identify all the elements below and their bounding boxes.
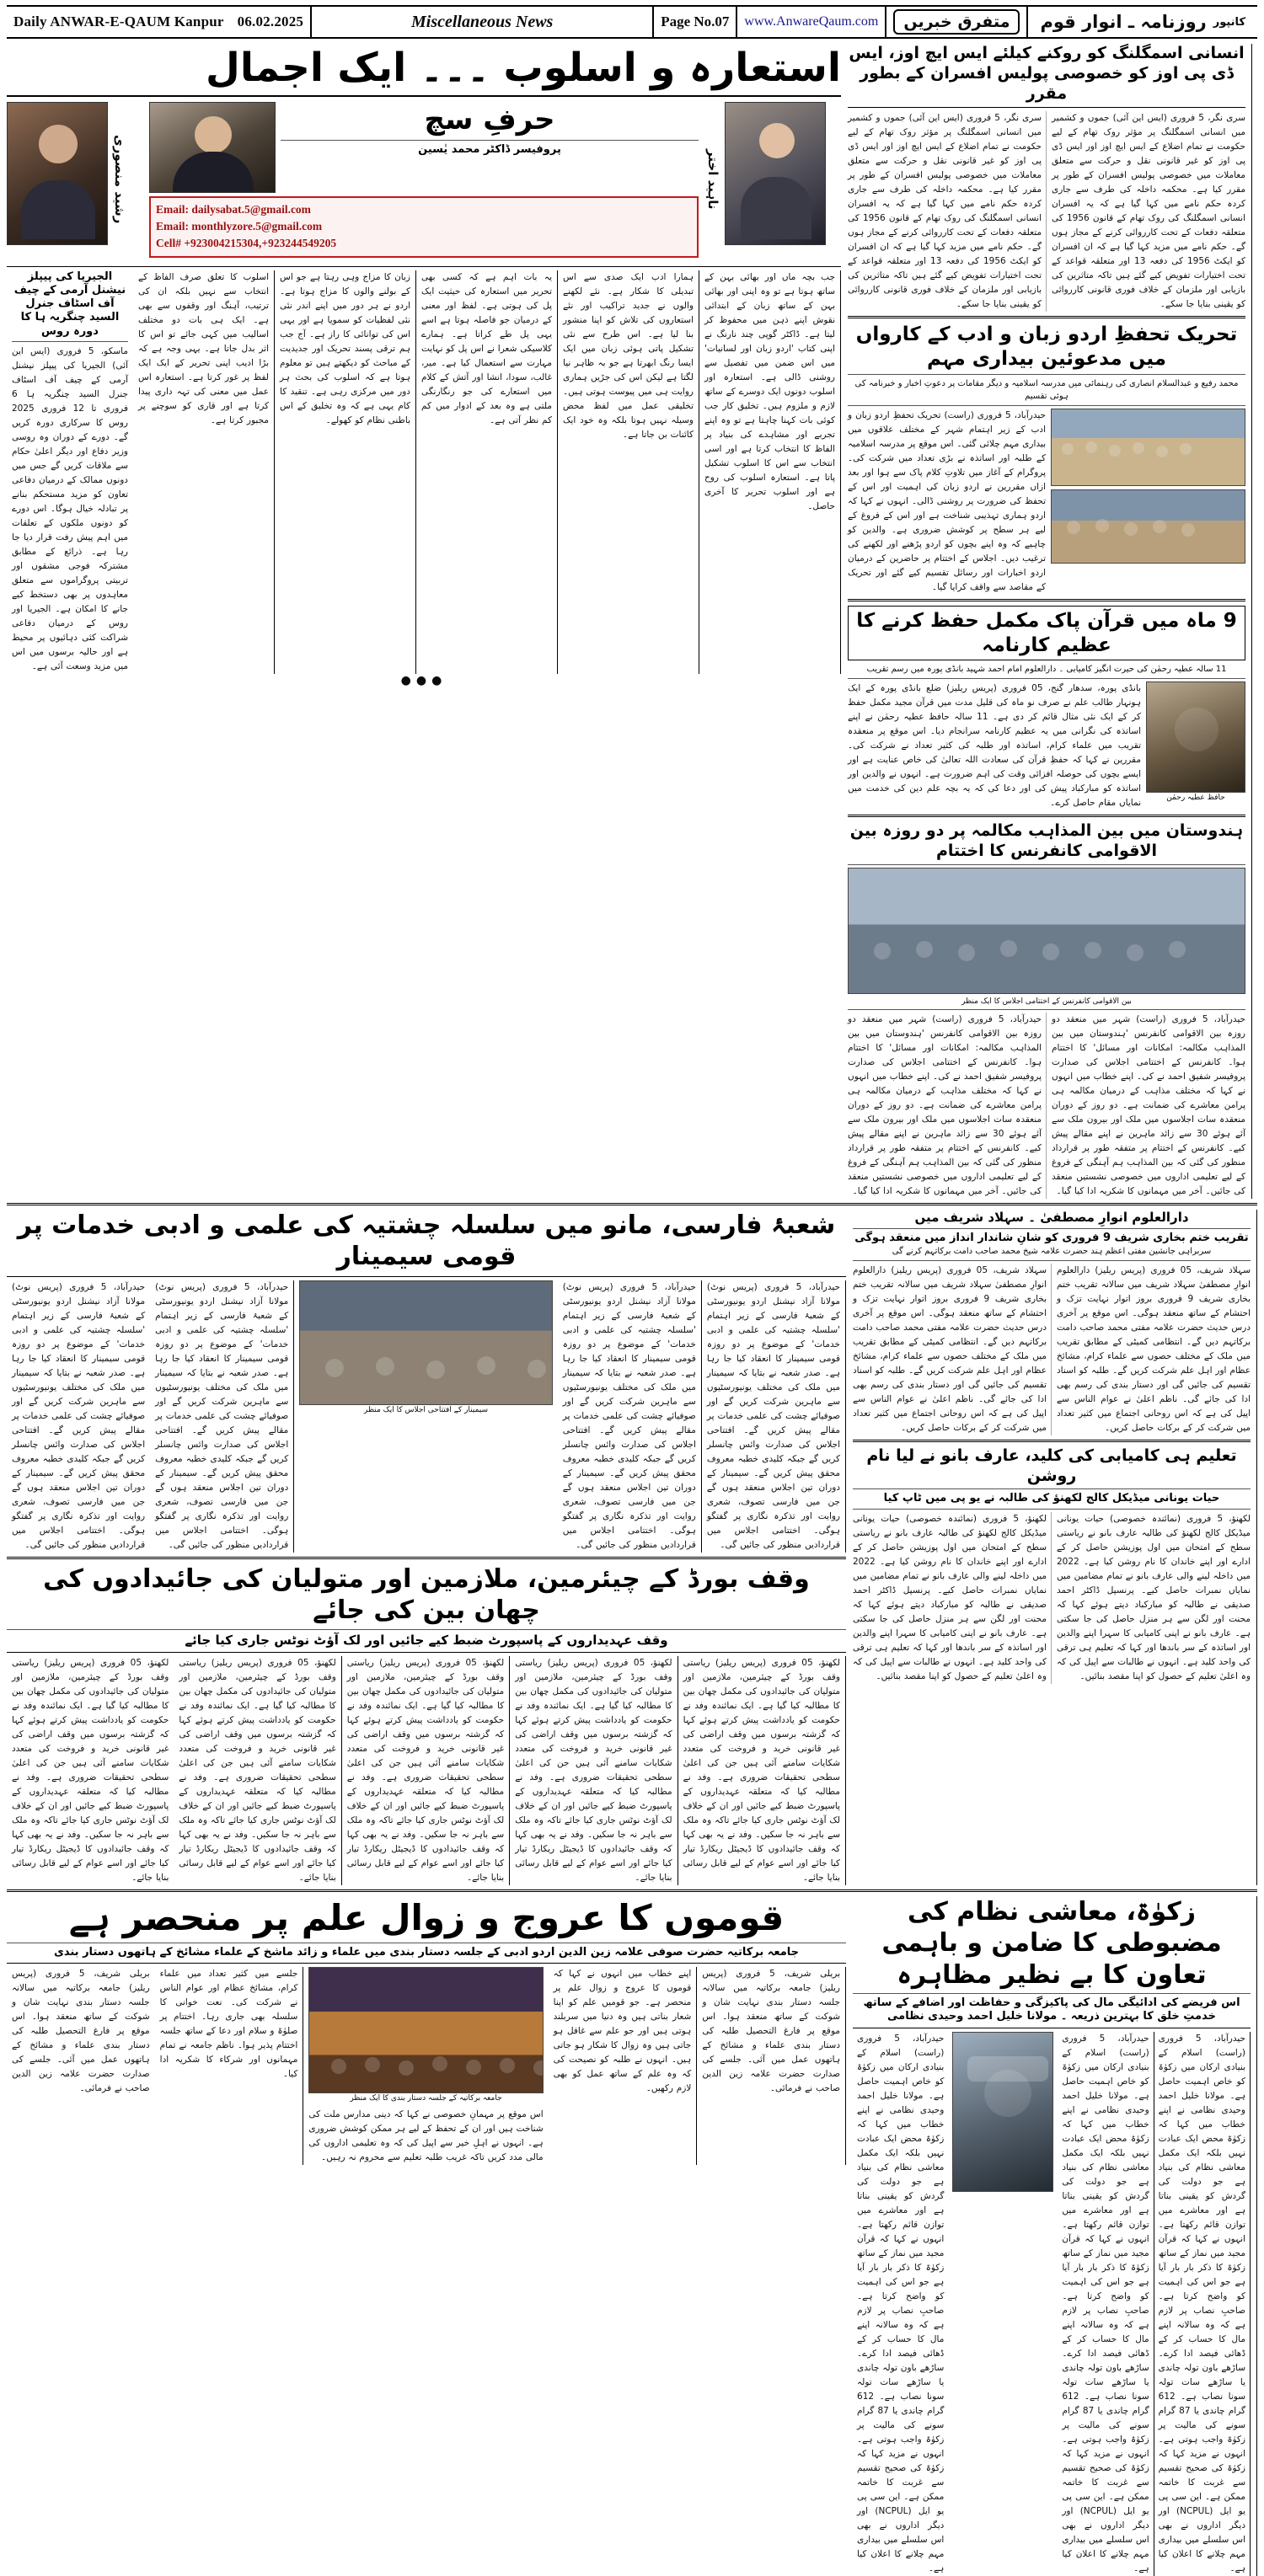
story-nations-rise-fall bbox=[7, 1896, 846, 2576]
feature-title-bar bbox=[7, 44, 841, 97]
waqf-body-column: لکھنؤ، 05 فروری (پریس ریلیز) ریاستی وقف بورڈ کے چیئرمین، ملازمین اور متولیان کی جائیدادوں کی مکمل چھان بین کا مطالبہ کیا گیا ہے۔ ایک نمائندہ وفد نے حکومت کو یادداشت پیش کرتے ہوئے کہا کہ گزشتہ برسوں میں وقف اراضی کی غیر قانونی خرید و فروخت کی متعدد شکایات سامنے آئی ہیں جن کی اعلیٰ سطحی تحقیقات ضروری ہے۔ وفد نے مطالبہ کیا کہ متعلقہ عہدیداروں کے پاسپورٹ ضبط کیے جائیں اور ان کے خلاف لک آؤٹ نوٹس جاری کیا جائے تاکہ وہ ملک سے باہر نہ جا سکیں۔ وفد نے یہ بھی کہا کہ وقف جائیدادوں کا ڈیجیٹل ریکارڈ تیار کیا جائے اور اسے عوام کے لیے قابل رسائی بنایا جائے۔ bbox=[510, 1656, 678, 1885]
divider bbox=[7, 1557, 846, 1559]
feature-column: اسلوب کا تعلق صرف الفاظ کے انتخاب سے نہیں بلکہ ان کی ترتیب، آہنگ اور وقفوں سے بھی ہے۔ ایک ہی بات دو مختلف اسالیب میں کہی جائے تو اس کا اثر بدل جاتا ہے۔ یہی وجہ ہے کہ بڑا ادیب اپنی تحریر کے ایک ایک لفظ پر غور کرتا ہے۔ استعارہ اس عمل میں معنی کی تہہ داری پیدا کرتا ہے اور قاری کو سوچنے پر مجبور کرتا ہے۔ bbox=[133, 270, 275, 674]
feature-column: یہ بات اہم ہے کہ کسی بھی تحریر میں استعارہ کی حیثیت ایک پل کی ہوتی ہے۔ لفظ اور معنی کے درمیان جو فاصلہ ہوتا ہے اسے یہی پل طے کراتا ہے۔ ہمارے کلاسیکی شعرا نے اس پل کو نہایت مہارت سے استعمال کیا ہے۔ میر، غالب، سودا، انشا اور آتش کے کلام میں استعارے کی جو رنگارنگی ملتی ہے وہ بعد کے ادوار میں کم کم نظر آتی ہے۔ bbox=[416, 270, 558, 674]
divider bbox=[7, 266, 841, 267]
waqf-body-column: لکھنؤ، 05 فروری (پریس ریلیز) ریاستی وقف بورڈ کے چیئرمین، ملازمین اور متولیان کی جائیدادوں کی مکمل چھان بین کا مطالبہ کیا گیا ہے۔ ایک نمائندہ وفد نے حکومت کو یادداشت پیش کرتے ہوئے کہا کہ گزشتہ برسوں میں وقف اراضی کی غیر قانونی خرید و فروخت کی متعدد شکایات سامنے آئی ہیں جن کی اعلیٰ سطحی تحقیقات ضروری ہے۔ وفد نے مطالبہ کیا کہ متعلقہ عہدیداروں کے پاسپورٹ ضبط کیے جائیں اور ان کے خلاف لک آؤٹ نوٹس جاری کیا جائے تاکہ وہ ملک سے باہر نہ جا سکیں۔ وفد نے یہ بھی کہا کہ وقف جائیدادوں کا ڈیجیٹل ریکارڈ تیار کیا جائے اور اسے عوام کے لیے قابل رسائی بنایا جائے۔ bbox=[342, 1656, 510, 1885]
story-headline: الجیریا کی پیپلز نیشنل آرمی کے چیف آف اسٹاف جنرل السید چنگریہ ہا کا دورہ روس bbox=[13, 270, 126, 338]
story-headline: ہندوستان میں بین المذاہب مکالمہ پر دو روزہ بین الاقوامی کانفرنس کا اختتام bbox=[849, 821, 1244, 860]
divider bbox=[848, 107, 1245, 108]
masthead bbox=[7, 5, 1257, 39]
waqf-body-column: لکھنؤ، 05 فروری (پریس ریلیز) ریاستی وقف بورڈ کے چیئرمین، ملازمین اور متولیان کی جائیدادوں کی مکمل چھان بین کا مطالبہ کیا گیا ہے۔ ایک نمائندہ وفد نے حکومت کو یادداشت پیش کرتے ہوئے کہا کہ گزشتہ برسوں میں وقف اراضی کی غیر قانونی خرید و فروخت کی متعدد شکایات سامنے آئی ہیں جن کی اعلیٰ سطحی تحقیقات ضروری ہے۔ وفد نے مطالبہ کیا کہ متعلقہ عہدیداروں کے پاسپورٹ ضبط کیے جائیں اور ان کے خلاف لک آؤٹ نوٹس جاری کیا جائے تاکہ وہ ملک سے باہر نہ جا سکیں۔ وفد نے یہ بھی کہا کہ وقف جائیدادوں کا ڈیجیٹل ریکارڈ تیار کیا جائے اور اسے عوام کے لیے قابل رسائی بنایا جائے۔ bbox=[678, 1656, 846, 1885]
divider bbox=[853, 1509, 1251, 1510]
divider bbox=[848, 374, 1245, 375]
story-photo bbox=[1051, 409, 1245, 486]
story-body: سری نگر، 5 فروری (ایس این آئی) جموں و کشمیر میں انسانی اسمگلنگ پر مؤثر روک تھام کے لیے حکومت نے تمام اضلاع کے ایس ایچ اوز اور ایس ڈی پی اوز کو غیر قانونی نقل و حرکت سے متعلق معاملات میں خصوصی پولیس افسران کے طور پر مقرر کیا ہے۔ محکمہ داخلہ کی طرف سے جاری کردہ حکم نامے میں کہا گیا ہے کہ یہ افسران انسانی اسمگلنگ کی روک تھام کے قانون 1956 کی متعلقہ دفعات کے تحت کارروائی کرنے کے مجاز ہوں گے۔ حکم نامے میں مزید کہا گیا ہے کہ ان افسران کو ایکٹ 1956 کی دفعہ 13 اور متعلقہ قواعد کے تحت اختیارات تفویض کیے گئے ہیں تاکہ متاثرین کی بازیابی اور ملزمان کے خلاف فوری قانونی کارروائی کو یقینی بنایا جا سکے۔ bbox=[848, 111, 1047, 312]
masthead-urdu-logo bbox=[1026, 7, 1257, 37]
masthead-urdu-city: کانپور bbox=[1213, 15, 1245, 29]
story-body: حیدرآباد، 5 فروری (راست) شہر میں منعقد دو روزہ بین الاقوامی کانفرنس 'ہندوستان میں بین المذاہب مکالمہ: امکانات اور مسائل' کا اختتام ہوا۔ کانفرنس کے اختتامی اجلاس کی صدارت پروفیسر شفیق احمد نے کی۔ اپنے خطاب میں انہوں نے کہا کہ مختلف مذاہب کے درمیان مکالمہ ہی پرامن معاشرے کی ضمانت ہے۔ دو روز کے دوران منعقدہ سات اجلاسوں میں ملک اور بیرون ملک سے آئے ہوئے 30 سے زائد ماہرین نے اپنے مقالے پیش کیے۔ کانفرنس کے اختتام پر متفقہ طور پر قرارداد منظور کی گئی کہ بین المذاہب ہم آہنگی کے فروغ کے لیے تعلیمی اداروں میں خصوصی نشستیں منعقد کی جائیں۔ آخر میں مہمانوں کا شکریہ ادا کیا گیا۔ bbox=[848, 1013, 1047, 1199]
waqf-headline: وقف بورڈ کے چیئرمین، ملازمین اور متولیان کی جائیدادوں کی چھان بین کی جائے bbox=[43, 1563, 810, 1626]
divider bbox=[853, 1440, 1251, 1442]
end-marks: ●●● bbox=[400, 673, 447, 687]
story-headline: انسانی اسمگلنگ کو روکنے کیلئے ایس ایچ اوز، ایس ڈی پی اوز کو خصوصی پولیس افسران کے بطور مقرر bbox=[849, 44, 1245, 103]
waqf-body-column: لکھنؤ، 05 فروری (پریس ریلیز) ریاستی وقف بورڈ کے چیئرمین، ملازمین اور متولیان کی جائیدادوں کی مکمل چھان بین کا مطالبہ کیا گیا ہے۔ ایک نمائندہ وفد نے حکومت کو یادداشت پیش کرتے ہوئے کہا کہ گزشتہ برسوں میں وقف اراضی کی غیر قانونی خرید و فروخت کی متعدد شکایات سامنے آئی ہیں جن کی اعلیٰ سطحی تحقیقات ضروری ہے۔ وفد نے مطالبہ کیا کہ متعلقہ عہدیداروں کے پاسپورٹ ضبط کیے جائیں اور ان کے خلاف لک آؤٹ نوٹس جاری کیا جائے تاکہ وہ ملک سے باہر نہ جا سکیں۔ وفد نے یہ بھی کہا کہ وقف جائیدادوں کا ڈیجیٹل ریکارڈ تیار کیا جائے اور اسے عوام کے لیے قابل رسائی بنایا جائے۔ bbox=[174, 1656, 341, 1885]
story-subhead: تقریب ختم بخاری شریف 9 فروری کو شانِ شاندار انداز میں منعقد ہوگی bbox=[854, 1231, 1249, 1244]
photo-caption: سیمینار کے افتتاحی اجلاس کا ایک منظر bbox=[363, 1405, 489, 1414]
right-news-column bbox=[848, 44, 1252, 1199]
middle-right-column bbox=[853, 1210, 1257, 1885]
contact-box bbox=[149, 196, 699, 258]
feature-column: زبان کا مزاج وہی رہتا ہے جو اس کے بولنے والوں کا مزاج ہوتا ہے۔ اردو نے ہر دور میں اپنے اندر نئی نئی لفظیات کو سمویا ہے اور یہی اس کی توانائی کا راز ہے۔ آج جب ہم ترقی پسند تحریک اور جدیدیت کے مباحث کو دیکھتے ہیں تو معلوم ہوتا ہے کہ اسلوب کی بحث ہر دور میں مرکزی رہی ہے۔ تنقید کا کام یہی ہے کہ وہ تخلیق کے اس باطنی نظام کو کھولے۔ bbox=[275, 270, 416, 674]
story-headline: تحریک تحفظِ اردو زبان و ادب کے کارواں میں مدعوئین بیداری مہم bbox=[855, 323, 1238, 370]
photo-caption: جامعہ برکاتیہ کے جلسہ دستار بندی کا ایک منظر bbox=[350, 2094, 502, 2103]
story-body: سہلاد شریف، 05 فروری (پریس ریلیز) دارالعلوم انوارِ مصطفیٰ سہلاد شریف میں سالانہ تقریب ختم بخاری شریف 9 فروری بروز اتوار نہایت تزک و احتشام کے ساتھ منعقد ہوگی۔ اس موقع پر آخری درس حدیث حضرت علامہ مفتی محمد صاحب دامت برکاتہم دیں گے۔ انتظامی کمیٹی کے مطابق تقریب میں ملک کے مختلف حصوں سے علماء کرام، مشائخ عظام اور اہل علم شرکت کریں گے۔ طلبہ کو اسناد تقسیم کی جائیں گی اور دستار بندی کی رسم بھی ادا کی جائے گی۔ ناظم اعلیٰ نے عوام الناس سے اپیل کی ہے کہ اس روحانی اجتماع میں کثیر تعداد میں شرکت کر کے برکات حاصل کریں۔ bbox=[853, 1264, 1052, 1435]
masthead-urdu-name: روزنامہ ـ انوار قوم bbox=[1040, 12, 1207, 32]
bottom-section bbox=[7, 1896, 1257, 2576]
story-darul-uloom bbox=[853, 1210, 1251, 1435]
masthead-page-number: Page No.07 bbox=[661, 13, 730, 29]
author-name-left: رشید منصوری bbox=[112, 135, 127, 224]
education-body: لکھنؤ، 5 فروری (نمائندہ خصوصی) حیات یونانی میڈیکل کالج لکھنؤ کی طالبہ عارف بانو نے ریاستی سطح کے امتحان میں اول پوزیشن حاصل کر کے ادارے اور اپنے خاندان کا نام روشن کیا ہے۔ 2022 میں داخلہ لینے والی عارف بانو نے تمام مضامین میں نمایاں نمبرات حاصل کیے۔ پرنسپل ڈاکٹر احمد صدیقی نے طالبہ کو مبارکباد دیتے ہوئے کہا کہ محنت اور لگن سے ہر منزل حاصل کی جا سکتی ہے۔ عارف بانو نے اپنی کامیابی کا سہرا اپنے والدین اور اساتذہ کے سر باندھا اور کہا کہ تعلیم ہی ترقی کی واحد کلید ہے۔ انہوں نے طالبات سے اپیل کی کہ وہ اعلیٰ تعلیم کے حصول کو اپنا مقصد بنائیں۔ bbox=[853, 1512, 1052, 1684]
author-name-right: ناہید اختر bbox=[705, 149, 720, 210]
column-author: پروفیسر ڈاکٹر محمد یٰسین bbox=[418, 143, 561, 157]
story-body-continued: حیدرآباد، 5 فروری (راست) شہر میں منعقد دو روزہ بین الاقوامی کانفرنس 'ہندوستان میں بین المذاہب مکالمہ: امکانات اور مسائل' کا اختتام ہوا۔ کانفرنس کے اختتامی اجلاس کی صدارت پروفیسر شفیق احمد نے کی۔ اپنے خطاب میں انہوں نے کہا کہ مختلف مذاہب کے درمیان مکالمہ ہی پرامن معاشرے کی ضمانت ہے۔ دو روز کے دوران منعقدہ سات اجلاسوں میں ملک اور بیرون ملک سے آئے ہوئے 30 سے زائد ماہرین نے اپنے مقالے پیش کیے۔ کانفرنس کے اختتام پر متفقہ طور پر قرارداد منظور کی گئی کہ بین المذاہب ہم آہنگی کے فروغ کے لیے تعلیمی اداروں میں خصوصی نشستیں منعقد کی جائیں۔ آخر میں مہمانوں کا شکریہ ادا کیا گیا۔ bbox=[1052, 1013, 1245, 1196]
story-quran-hifz bbox=[848, 606, 1245, 811]
divider bbox=[853, 1228, 1251, 1229]
contact-cell[interactable]: Cell# +923004215304,+923244549205 bbox=[156, 237, 337, 250]
bottom-body-column: بریلی شریف، 5 فروری (پریس ریلیز) جامعہ برکاتیہ میں سالانہ جلسہ دستار بندی نہایت شان و شوکت کے ساتھ منعقد ہوا۔ اس موقع پر فارغ التحصیل طلبہ کی دستار بندی علماء و مشائخ کے ہاتھوں عمل میں آئی۔ جلسے کی صدارت حضرت علامہ زین الدین صاحب نے فرمائی۔ bbox=[697, 1967, 846, 2164]
story-body: بانڈی پورہ، سدھار گنج، 05 فروری (پریس ریلیز) ضلع بانڈی پورہ کے ایک ہونہار طالب علم نے صرف نو ماہ کی قلیل مدت میں قرآن مجید مکمل حفظ کر کے ایک نئی مثال قائم کر دی ہے۔ 11 سالہ حافظ عطیہ رحمٰن نے اپنے اساتذہ کی نگرانی میں یہ عظیم کارنامہ سرانجام دیا۔ اس موقع پر منعقدہ تقریب میں علماء کرام، اساتذہ اور طلبہ کی کثیر تعداد نے شرکت کی۔ مقررین نے کہا کہ حفظِ قرآن کی سعادت اللہ تعالیٰ کی خاص عنایت ہے اور ایسے بچوں کی حوصلہ افزائی وقت کی اہم ضرورت ہے۔ انہوں نے والدین اور اساتذہ کو مبارکباد پیش کی اور دعا کی کہ یہ بچہ علم دین کی خدمت میں نمایاں مقام حاصل کرے۔ bbox=[848, 683, 1141, 809]
story-waqf-board bbox=[7, 1563, 846, 1885]
story-zakat bbox=[853, 1896, 1257, 2576]
story-deck: محمد رفیع و عبدالسلام انصاری کی رہنمائی میں مدرسہ اسلامیہ و دیگر مقامات پر دعوتِ اخبار و خبرنامہ کی ہوئی تقسیم bbox=[854, 378, 1239, 401]
feature-article bbox=[7, 44, 841, 1199]
story-human-trafficking bbox=[848, 44, 1245, 312]
divider bbox=[848, 678, 1245, 679]
photo-caption: بین الاقوامی کانفرنس کے اختتامی اجلاس کا ایک منظر bbox=[961, 997, 1132, 1006]
divider bbox=[848, 599, 1245, 601]
feature-column: ہمارا ادب ایک صدی سے اس تبدیلی کا شکار ہے۔ نئے لکھنے والوں نے جدید تراکیب اور نئے استعاروں کی تلاش کو اپنا منشور بنا لیا ہے۔ اس طرح سے نئی تشکیل پاتی ہوئی زبان میں ایک ایسا رنگ ابھرتا ہے جو بہ ظاہر نیا لگتا ہے لیکن اس کی جڑیں ہماری روایت ہی میں پیوست ہوتی ہیں۔ تخلیقی عمل میں لفظ محض وسیلہ نہیں ہوتا بلکہ وہ خود ایک کائنات بن جاتا ہے۔ bbox=[558, 270, 699, 674]
bottom-body-column: اپنے خطاب میں انہوں نے کہا کہ قوموں کا عروج و زوال علم پر منحصر ہے۔ جو قومیں علم کو اپنا شعار بناتی ہیں وہ دنیا میں سربلند ہوتی ہیں اور جو علم سے غافل ہو جاتی ہیں وہ زوال کا شکار ہو جاتی ہیں۔ انہوں نے طلبہ کو نصیحت کی کہ وہ علم کے ساتھ عمل کو بھی لازم رکھیں۔ bbox=[549, 1967, 698, 2164]
education-subhead: حیات یونانی میڈیکل کالج لکھنؤ کی طالبہ نے یو پی میں ٹاپ کیا bbox=[883, 1492, 1220, 1505]
top-section bbox=[7, 44, 1257, 1199]
story-headline: دارالعلوم انوارِ مصطفیٰ ۔ سہلاد شریف میں bbox=[914, 1209, 1189, 1225]
divider bbox=[7, 1203, 1257, 1205]
divider bbox=[7, 1889, 1257, 1892]
divider bbox=[848, 316, 1245, 318]
algeria-story bbox=[7, 270, 133, 674]
photo-caption: حافظ عطیہ رحمٰن bbox=[1166, 794, 1225, 803]
divider bbox=[7, 1963, 846, 1964]
story-headline-box bbox=[848, 606, 1245, 661]
feature-body-columns bbox=[7, 270, 841, 674]
masthead-section: Miscellaneous News bbox=[410, 12, 554, 31]
divider bbox=[853, 1488, 1251, 1489]
author-photo-left bbox=[7, 102, 108, 245]
divider bbox=[848, 815, 1245, 817]
feature-column: جب بچہ ماں اور بھائی بہن کے ساتھ ہوتا ہے تو وہ اپنی اور بھائی بہن کے ساتھ زبان کے ابتدائی نقوش اپنے ذہن میں محفوظ کر لیتا ہے۔ ڈاکٹر گوپی چند نارنگ نے اپنی کتاب 'اردو زبان اور لسانیات' میں اس ضمن میں تفصیل سے روشنی ڈالی ہے۔ استعارہ اور اسلوب دونوں ایک دوسرے کے ساتھ لازم و ملزوم ہیں۔ تخلیق کار جب کوئی بات کہنا چاہتا ہے تو وہ اپنے تجربے اور مشاہدے کی بنیاد پر الفاظ کا انتخاب کرتا ہے اور اسی انتخاب سے اس کا اسلوب تشکیل پاتا ہے۔ استعارہ اسلوب کی روح ہے اور اسلوب تحریر کا آخری حاصل۔ bbox=[699, 270, 841, 674]
masthead-date: 06.02.2025 bbox=[237, 13, 304, 29]
bottom-body-column: بریلی شریف، 5 فروری (پریس ریلیز) جامعہ برکاتیہ میں سالانہ جلسہ دستار بندی نہایت شان و شوکت کے ساتھ منعقد ہوا۔ اس موقع پر فارغ التحصیل طلبہ کی دستار بندی علماء و مشائخ کے ہاتھوں عمل میں آئی۔ جلسے کی صدارت حضرت علامہ زین الدین صاحب نے فرمائی۔ bbox=[11, 1969, 150, 2094]
masthead-website[interactable]: www.AnwareQaum.com bbox=[744, 14, 879, 29]
story-portrait-photo bbox=[1146, 681, 1245, 793]
author-panel bbox=[7, 102, 841, 258]
seminar-photo bbox=[299, 1280, 552, 1405]
story-body: حیدرآباد، 5 فروری (راست) تحریک تحفظِ اردو زبان و ادب کے زیر اہتمام شہر کے مختلف علاقوں میں بیداری مہم چلائی گئی۔ اس موقع پر مدرسہ اسلامیہ کے طلبہ اور اساتذہ نے بڑی تعداد میں شرکت کی۔ پروگرام کے آغاز میں تلاوتِ کلام پاک سے ہوا اور بعد ازاں مقررین نے اردو زبان کی اہمیت اور اس کے تحفظ کی ضرورت پر روشنی ڈالی۔ انہوں نے کہا کہ اردو ہماری تہذیبی شناخت ہے اور اس کے فروغ کے لیے ہر سطح پر کوشش ضروری ہے۔ والدین کو چاہیے کہ وہ اپنے بچوں کو اردو پڑھنے اور لکھنے کی ترغیب دیں۔ اجلاس کے اختتام پر حاضرین کے درمیان اردو اخبارات اور رسائل تقسیم کیے گئے اور تحریک کے مقاصد سے واقف کرایا گیا۔ bbox=[848, 409, 1047, 592]
education-body-continued: لکھنؤ، 5 فروری (نمائندہ خصوصی) حیات یونانی میڈیکل کالج لکھنؤ کی طالبہ عارف بانو نے ریاستی سطح کے امتحان میں اول پوزیشن حاصل کر کے ادارے اور اپنے خاندان کا نام روشن کیا ہے۔ 2022 میں داخلہ لینے والی عارف بانو نے تمام مضامین میں نمایاں نمبرات حاصل کیے۔ پرنسپل ڈاکٹر احمد صدیقی نے طالبہ کو مبارکباد دیتے ہوئے کہا کہ محنت اور لگن سے ہر منزل حاصل کی جا سکتی ہے۔ عارف بانو نے اپنی کامیابی کا سہرا اپنے والدین اور اساتذہ کے سر باندھا اور کہا کہ تعلیم ہی ترقی کی واحد کلید ہے۔ انہوں نے طالبات سے اپیل کی کہ وہ اعلیٰ تعلیم کے حصول کو اپنا مقصد بنائیں۔ bbox=[1057, 1513, 1251, 1681]
contact-email-2[interactable]: Email: monthlyzore.5@gmail.com bbox=[156, 220, 323, 232]
story-body-continued: سری نگر، 5 فروری (ایس این آئی) جموں و کشمیر میں انسانی اسمگلنگ پر مؤثر روک تھام کے لیے حکومت نے تمام اضلاع کے ایس ایچ اوز اور ایس ڈی پی اوز کو غیر قانونی نقل و حرکت سے متعلق معاملات میں خصوصی پولیس افسران کے طور پر مقرر کیا ہے۔ محکمہ داخلہ کی طرف سے جاری کردہ حکم نامے میں کہا گیا ہے کہ یہ افسران انسانی اسمگلنگ کی روک تھام کے قانون 1956 کی متعلقہ دفعات کے تحت کارروائی کرنے کے مجاز ہوں گے۔ حکم نامے میں مزید کہا گیا ہے کہ ان افسران کو ایکٹ 1956 کی دفعہ 13 اور متعلقہ قواعد کے تحت اختیارات تفویض کیے گئے ہیں تاکہ متاثرین کی بازیابی اور ملزمان کے خلاف فوری قانونی کارروائی کو یقینی بنایا جا سکے۔ bbox=[1052, 113, 1246, 310]
divider bbox=[7, 1276, 846, 1277]
story-deck: 11 سالہ عطیہ رحمٰن کی حیرت انگیز کامیابی ۔ دارالعلوم امام احمد شہید بانڈی پورہ میں رسم تقریب bbox=[866, 665, 1227, 675]
masthead-badge-label: متفرق خبریں bbox=[893, 9, 1020, 35]
seminar-body-column: حیدرآباد، 5 فروری (پریس نوٹ) مولانا آزاد نیشنل اردو یونیورسٹی کے شعبۂ فارسی کے زیر اہتمام 'سلسلہ چشتیہ کی علمی و ادبی خدمات' کے موضوع پر دو روزہ قومی سیمینار کا انعقاد کیا جا رہا ہے۔ صدر شعبہ نے بتایا کہ سیمینار میں ملک کی مختلف یونیورسٹیوں سے ماہرین شرکت کریں گے اور صوفیائے چشت کی علمی خدمات پر مقالے پیش کریں گے۔ افتتاحی اجلاس کی صدارت وائس چانسلر کریں گے جبکہ کلیدی خطبہ معروف محقق پیش کریں گے۔ سیمینار کے دوران تین اجلاس منعقد ہوں گے جن میں فارسی تصوف، شعری روایت اور تذکرہ نگاری پر گفتگو ہوگی۔ اختتامی اجلاس میں قراردادیں منظور کی جائیں گی۔ bbox=[150, 1280, 294, 1553]
story-education-key bbox=[853, 1446, 1251, 1684]
divider bbox=[853, 1260, 1251, 1261]
bottom-body-column: اس موقع پر مہمانِ خصوصی نے کہا کہ دینی مدارس ملت کی شناخت ہیں اور ان کے تحفظ کے لیے ہر ممکن کوشش ضروری ہے۔ انہوں نے اہلِ خیر سے اپیل کی کہ وہ تعلیمی اداروں کی مالی مدد کریں تاکہ غریب طلبہ تعلیم سے محروم نہ رہیں۔ bbox=[308, 2108, 544, 2162]
seminar-body-column: حیدرآباد، 5 فروری (پریس نوٹ) مولانا آزاد نیشنل اردو یونیورسٹی کے شعبۂ فارسی کے زیر اہتمام 'سلسلہ چشتیہ کی علمی و ادبی خدمات' کے موضوع پر دو روزہ قومی سیمینار کا انعقاد کیا جا رہا ہے۔ صدر شعبہ نے بتایا کہ سیمینار میں ملک کی مختلف یونیورسٹیوں سے ماہرین شرکت کریں گے اور صوفیائے چشت کی علمی خدمات پر مقالے پیش کریں گے۔ افتتاحی اجلاس کی صدارت وائس چانسلر کریں گے جبکہ کلیدی خطبہ معروف محقق پیش کریں گے۔ سیمینار کے دوران تین اجلاس منعقد ہوں گے جن میں فارسی تصوف، شعری روایت اور تذکرہ نگاری پر گفتگو ہوگی۔ اختتامی اجلاس میں قراردادیں منظور کی جائیں گی۔ bbox=[11, 1281, 146, 1550]
divider bbox=[848, 405, 1245, 406]
story-body: ماسکو، 5 فروری (ایس این آئی) الجیریا کی پیپلز نیشنل آرمی کے چیف آف اسٹاف جنرل السید چنگریہ ہا 6 فروری تا 12 فروری 2025 روس کا سرکاری دورہ کریں گے۔ دورے کے دوران وہ روسی وزیر دفاع اور دیگر اعلیٰ حکام سے ملاقات کریں گے جس میں دونوں ممالک کے درمیان دفاعی تعاون کو مزید مستحکم بنانے پر تبادلہ خیال ہوگا۔ اس دورے کو دونوں ملکوں کے تعلقات میں اہم پیش رفت قرار دیا جا رہا ہے۔ ذرائع کے مطابق مشترکہ فوجی مشقوں اور تربیتی پروگراموں سے متعلق معاہدوں پر بھی دستخط کیے جانے کا امکان ہے۔ الجیریا اور روس کے درمیان دفاعی شراکت کئی دہائیوں پر محیط ہے اور حالیہ برسوں میں اس میں مزید وسعت آئی ہے۔ bbox=[12, 345, 128, 671]
zakat-body-column: حیدرآباد، 5 فروری (راست) اسلام کے بنیادی ارکان میں زکوٰۃ کو خاص اہمیت حاصل ہے۔ مولانا خلیل احمد وحیدی نظامی نے اپنے خطاب میں کہا کہ زکوٰۃ محض ایک عبادت نہیں بلکہ ایک مکمل معاشی نظام کی بنیاد ہے جو دولت کی گردش کو یقینی بناتا ہے اور معاشرے میں توازن قائم رکھتا ہے۔ انہوں نے کہا کہ قرآن مجید میں نماز کے ساتھ زکوٰۃ کا ذکر بار بار آیا ہے جو اس کی اہمیت کو واضح کرتا ہے۔ صاحبِ نصاب پر لازم ہے کہ وہ سالانہ اپنے مال کا حساب کر کے ڈھائی فیصد ادا کرے۔ ساڑھے باون تولہ چاندی یا ساڑھے سات تولہ سونا نصاب ہے۔ 612 گرام چاندی یا 87 گرام سونے کی مالیت پر زکوٰۃ واجب ہوتی ہے۔ انہوں نے مزید کہا کہ زکوٰۃ کی صحیح تقسیم سے غربت کا خاتمہ ممکن ہے۔ این سی پی یو ایل (NCPUL) اور دیگر اداروں نے بھی اس سلسلے میں بیداری مہم چلانے کا اعلان کیا ہے۔ bbox=[1154, 2032, 1251, 2576]
story-urdu-protection-movement bbox=[848, 323, 1245, 595]
column-title: حرفِ سچ bbox=[424, 102, 555, 136]
education-headline: تعلیم ہی کامیابی کی کلید، عارف بانو نے لیا نام روشن bbox=[866, 1446, 1237, 1485]
middle-band bbox=[7, 1210, 1257, 1885]
masthead-urdu-badge bbox=[886, 7, 1026, 37]
story-deck: سربراہی جانشین مفتی اعظم ہند حضرت علامہ شیخ محمد صاحب دامت برکاتہم کرنے گی bbox=[892, 1246, 1212, 1256]
zakat-subhead: اس فریضے کی ادائیگی مال کی پاکیزگی و حفاظت اور اضافے کے ساتھ خدمتِ خلق کا بہترین ذریعہ ۔ مولانا خلیل احمد وحیدی نظامی bbox=[863, 1996, 1240, 2023]
divider bbox=[853, 1993, 1251, 1994]
divider bbox=[848, 864, 1245, 865]
waqf-subhead: وقف عہدیداروں کے پاسپورٹ ضبط کیے جائیں اور لک آؤٹ نوٹس جاری کیا جائے bbox=[185, 1632, 668, 1648]
author-photo-right bbox=[725, 102, 826, 245]
story-headline: 9 ماہ میں قرآن پاک مکمل حفظ کرنے کا عظیم کارنامہ bbox=[856, 609, 1237, 656]
divider bbox=[7, 1629, 846, 1630]
zakat-headline: زکوٰۃ، معاشی نظام کی مضبوطی کا ضامن و باہمی تعاون کا بے نظیر مظاہرہ bbox=[881, 1896, 1222, 1990]
seminar-headline: شعبۂ فارسی، مانو میں سلسلہ چشتیہ کی علمی و ادبی خدمات پر قومی سیمینار bbox=[17, 1210, 836, 1272]
zakat-body-column: حیدرآباد، 5 فروری (راست) اسلام کے بنیادی ارکان میں زکوٰۃ کو خاص اہمیت حاصل ہے۔ مولانا خلیل احمد وحیدی نظامی نے اپنے خطاب میں کہا کہ زکوٰۃ محض ایک عبادت نہیں بلکہ ایک مکمل معاشی نظام کی بنیاد ہے جو دولت کی گردش کو یقینی بناتا ہے اور معاشرے میں توازن قائم رکھتا ہے۔ انہوں نے کہا کہ قرآن مجید میں نماز کے ساتھ زکوٰۃ کا ذکر بار بار آیا ہے جو اس کی اہمیت کو واضح کرتا ہے۔ صاحبِ نصاب پر لازم ہے کہ وہ سالانہ اپنے مال کا حساب کر کے ڈھائی فیصد ادا کرے۔ ساڑھے باون تولہ چاندی یا ساڑھے سات تولہ سونا نصاب ہے۔ 612 گرام چاندی یا 87 گرام سونے کی مالیت پر زکوٰۃ واجب ہوتی ہے۔ انہوں نے مزید کہا کہ زکوٰۃ کی صحیح تقسیم سے غربت کا خاتمہ ممکن ہے۔ این سی پی یو ایل (NCPUL) اور دیگر اداروں نے بھی اس سلسلے میں بیداری مہم چلانے کا اعلان کیا ہے۔ bbox=[1058, 2032, 1154, 2576]
story-persian-seminar bbox=[7, 1210, 846, 1553]
divider bbox=[7, 1652, 846, 1653]
divider bbox=[12, 341, 128, 342]
bottom-photo bbox=[308, 1967, 543, 2093]
contact-email-1[interactable]: Email: dailysabat.5@gmail.com bbox=[156, 202, 311, 216]
story-body-continued: سہلاد شریف، 05 فروری (پریس ریلیز) دارالعلوم انوارِ مصطفیٰ سہلاد شریف میں سالانہ تقریب ختم بخاری شریف 9 فروری بروز اتوار نہایت تزک و احتشام کے ساتھ منعقد ہوگی۔ اس موقع پر آخری درس حدیث حضرت علامہ مفتی محمد صاحب دامت برکاتہم دیں گے۔ انتظامی کمیٹی کے مطابق تقریب میں ملک کے مختلف حصوں سے علماء کرام، مشائخ عظام اور اہل علم شرکت کریں گے۔ طلبہ کو اسناد تقسیم کی جائیں گی اور دستار بندی کی رسم بھی ادا کی جائے گی۔ ناظم اعلیٰ نے عوام الناس سے اپیل کی ہے کہ اس روحانی اجتماع میں کثیر تعداد میں شرکت کر کے برکات حاصل کریں۔ bbox=[1057, 1264, 1251, 1433]
bottom-deck: جامعہ برکاتیہ حضرت صوفی علامہ زین الدین اردو ادبی کے جلسہ دستار بندی میں علماء و زائد ماشخ کے علماء مشائخ کے ہاتھوں دستار بندی bbox=[53, 1946, 800, 1959]
masthead-title: Daily ANWAR-E-QAUM Kanpur bbox=[13, 13, 224, 29]
divider bbox=[848, 1009, 1245, 1010]
feature-headline: استعارہ و اسلوب ۔۔۔ ایک اجمال bbox=[206, 45, 841, 91]
columnist-photo bbox=[149, 102, 276, 193]
zakat-body-column: حیدرآباد، 5 فروری (راست) اسلام کے بنیادی ارکان میں زکوٰۃ کو خاص اہمیت حاصل ہے۔ مولانا خلیل احمد وحیدی نظامی نے اپنے خطاب میں کہا کہ زکوٰۃ محض ایک عبادت نہیں بلکہ ایک مکمل معاشی نظام کی بنیاد ہے جو دولت کی گردش کو یقینی بناتا ہے اور معاشرے میں توازن قائم رکھتا ہے۔ انہوں نے کہا کہ قرآن مجید میں نماز کے ساتھ زکوٰۃ کا ذکر بار بار آیا ہے جو اس کی اہمیت کو واضح کرتا ہے۔ صاحبِ نصاب پر لازم ہے کہ وہ سالانہ اپنے مال کا حساب کر کے ڈھائی فیصد ادا کرے۔ ساڑھے باون تولہ چاندی یا ساڑھے سات تولہ سونا نصاب ہے۔ 612 گرام چاندی یا 87 گرام سونے کی مالیت پر زکوٰۃ واجب ہوتی ہے۔ انہوں نے مزید کہا کہ زکوٰۃ کی صحیح تقسیم سے غربت کا خاتمہ ممکن ہے۔ این سی پی یو ایل (NCPUL) اور دیگر اداروں نے بھی اس سلسلے میں بیداری مہم چلانے کا اعلان کیا ہے۔ bbox=[857, 2033, 945, 2573]
waqf-body-column: لکھنؤ، 05 فروری (پریس ریلیز) ریاستی وقف بورڈ کے چیئرمین، ملازمین اور متولیان کی جائیدادوں کی مکمل چھان بین کا مطالبہ کیا گیا ہے۔ ایک نمائندہ وفد نے حکومت کو یادداشت پیش کرتے ہوئے کہا کہ گزشتہ برسوں میں وقف اراضی کی غیر قانونی خرید و فروخت کی متعدد شکایات سامنے آئی ہیں جن کی اعلیٰ سطحی تحقیقات ضروری ہے۔ وفد نے مطالبہ کیا کہ متعلقہ عہدیداروں کے پاسپورٹ ضبط کیے جائیں اور ان کے خلاف لک آؤٹ نوٹس جاری کیا جائے تاکہ وہ ملک سے باہر نہ جا سکیں۔ وفد نے یہ بھی کہا کہ وقف جائیدادوں کا ڈیجیٹل ریکارڈ تیار کیا جائے اور اسے عوام کے لیے قابل رسائی بنایا جائے۔ bbox=[11, 1657, 169, 1883]
bottom-headline: قوموں کا عروج و زوال علم پر منحصر ہے bbox=[68, 1896, 785, 1938]
middle-left-column bbox=[7, 1210, 846, 1885]
story-photo-secondary bbox=[1051, 489, 1245, 564]
seminar-body-column: حیدرآباد، 5 فروری (پریس نوٹ) مولانا آزاد نیشنل اردو یونیورسٹی کے شعبۂ فارسی کے زیر اہتمام 'سلسلہ چشتیہ کی علمی و ادبی خدمات' کے موضوع پر دو روزہ قومی سیمینار کا انعقاد کیا جا رہا ہے۔ صدر شعبہ نے بتایا کہ سیمینار میں ملک کی مختلف یونیورسٹیوں سے ماہرین شرکت کریں گے اور صوفیائے چشت کی علمی خدمات پر مقالے پیش کریں گے۔ افتتاحی اجلاس کی صدارت وائس چانسلر کریں گے جبکہ کلیدی خطبہ معروف محقق پیش کریں گے۔ سیمینار کے دوران تین اجلاس منعقد ہوں گے جن میں فارسی تصوف، شعری روایت اور تذکرہ نگاری پر گفتگو ہوگی۔ اختتامی اجلاس میں قراردادیں منظور کی جائیں گی۔ bbox=[702, 1280, 846, 1553]
bottom-body-column: جلسے میں کثیر تعداد میں علماء کرام، مشائخ عظام اور عوام الناس نے شرکت کی۔ نعت خوانی کا سلسلہ بھی جاری رہا۔ اختتام پر صلوٰۃ و سلام اور دعا کے ساتھ جلسہ اختتام پذیر ہوا۔ ناظم جامعہ نے تمام مہمانوں اور شرکاء کا شکریہ ادا کیا۔ bbox=[155, 1967, 304, 2164]
zakat-portrait-photo bbox=[952, 2032, 1053, 2192]
seminar-body-column: حیدرآباد، 5 فروری (پریس نوٹ) مولانا آزاد نیشنل اردو یونیورسٹی کے شعبۂ فارسی کے زیر اہتمام 'سلسلہ چشتیہ کی علمی و ادبی خدمات' کے موضوع پر دو روزہ قومی سیمینار کا انعقاد کیا جا رہا ہے۔ صدر شعبہ نے بتایا کہ سیمینار میں ملک کی مختلف یونیورسٹیوں سے ماہرین شرکت کریں گے اور صوفیائے چشت کی علمی خدمات پر مقالے پیش کریں گے۔ افتتاحی اجلاس کی صدارت وائس چانسلر کریں گے جبکہ کلیدی خطبہ معروف محقق پیش کریں گے۔ سیمینار کے دوران تین اجلاس منعقد ہوں گے جن میں فارسی تصوف، شعری روایت اور تذکرہ نگاری پر گفتگو ہوگی۔ اختتامی اجلاس میں قراردادیں منظور کی جائیں گی۔ bbox=[558, 1280, 702, 1553]
story-photo bbox=[848, 868, 1245, 994]
story-interfaith-conference bbox=[848, 821, 1245, 1199]
